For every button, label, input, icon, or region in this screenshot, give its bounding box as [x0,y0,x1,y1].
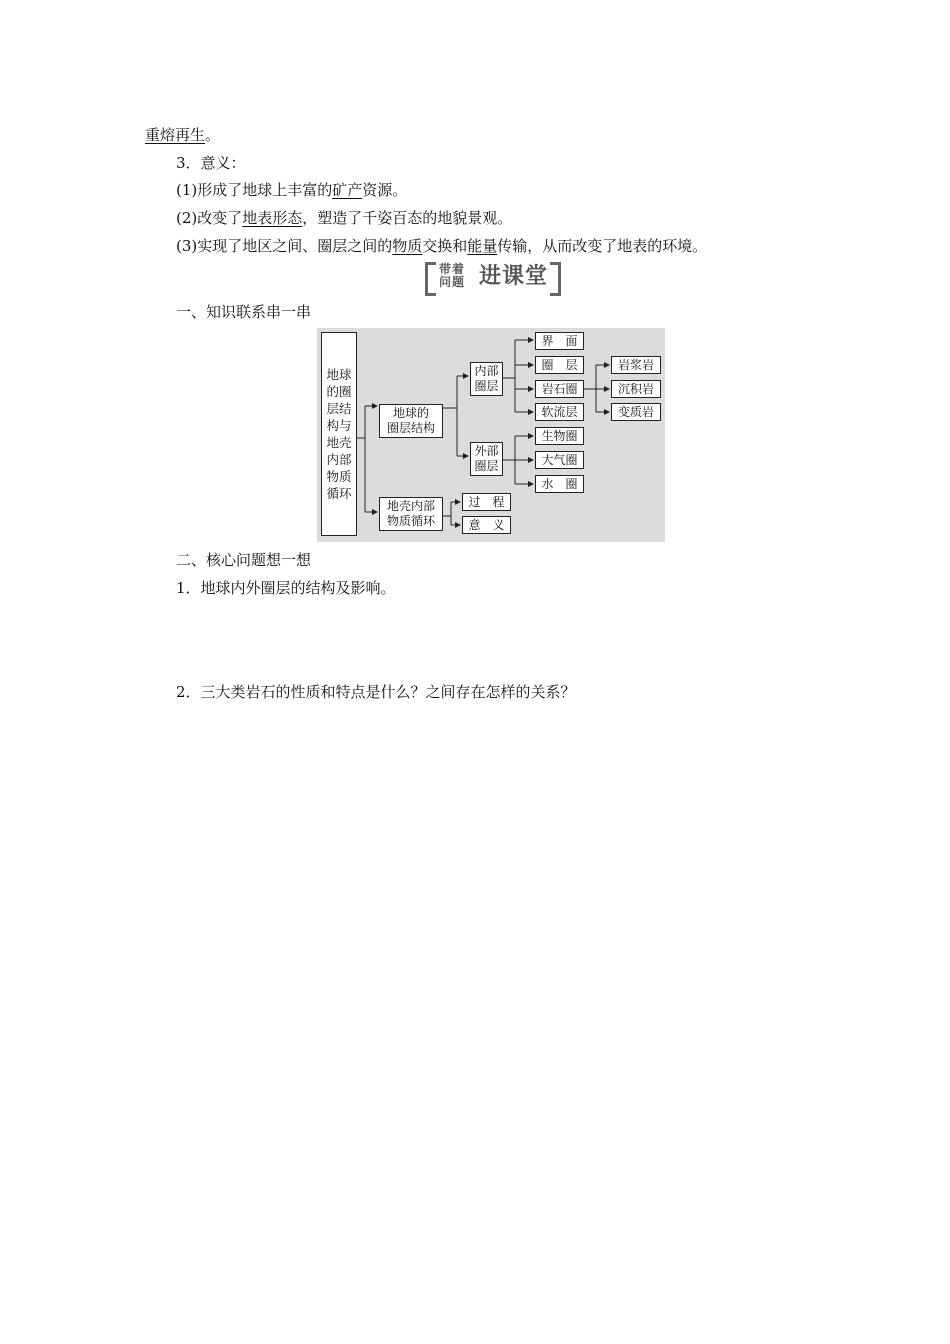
cycle-significance: 意 义 [462,516,511,534]
inner-item-asthenosphere: 软流层 [535,403,584,421]
outer-sphere-box: 外部 圈层 [470,442,503,476]
section-title-2: 二、核心问题想一想 [176,551,312,569]
bracket-left [425,262,436,296]
inner-item-layers: 圈 层 [535,356,584,374]
concept-map [317,328,665,542]
text-line-2: (1)形成了地球上丰富的矿产资源。 [176,181,408,199]
question-1: 1．地球内外圈层的结构及影响。 [176,579,396,597]
underlined-term: 重熔再生 [145,126,206,144]
underlined-term: 能量 [467,237,498,255]
rock-igneous: 岩浆岩 [611,356,661,374]
outer-item-hydrosphere: 水 圈 [535,475,584,493]
section-banner [425,262,561,292]
rock-sedimentary: 沉积岩 [611,380,661,398]
banner-small-text: 带着 问题 [439,262,466,289]
heading-significance: 3．意义： [176,154,246,172]
underlined-term: 物质 [392,237,423,255]
earth-sphere-structure-box: 地球的 圈层结构 [379,404,443,438]
underlined-term: 地表形态 [242,209,303,227]
outer-item-biosphere: 生物圈 [535,427,584,445]
outer-item-atmosphere: 大气圈 [535,451,584,469]
section-title-1: 一、知识联系串一串 [176,303,312,321]
bracket-right [550,262,561,296]
root-box: 地球 的圈 层结 构与 地壳 内部 物质 循环 [321,332,357,536]
text-line-0: 重熔再生。 [145,126,221,144]
banner-title: 进课堂 [479,264,549,289]
inner-item-interface: 界 面 [535,332,584,350]
underlined-term: 矿产 [332,181,363,199]
cycle-process: 过 程 [462,493,511,511]
text-line-3: (2)改变了地表形态，塑造了千姿百态的地貌景观。 [176,209,513,227]
question-2: 2．三大类岩石的性质和特点是什么？之间存在怎样的关系？ [176,683,576,701]
inner-sphere-box: 内部 圈层 [470,362,503,396]
text-line-4: (3)实现了地区之间、圈层之间的物质交换和能量传输，从而改变了地表的环境。 [176,237,708,255]
inner-item-lithosphere: 岩石圈 [535,380,584,398]
crust-material-cycle-box: 地壳内部 物质循环 [379,497,443,531]
rock-metamorphic: 变质岩 [611,403,661,421]
